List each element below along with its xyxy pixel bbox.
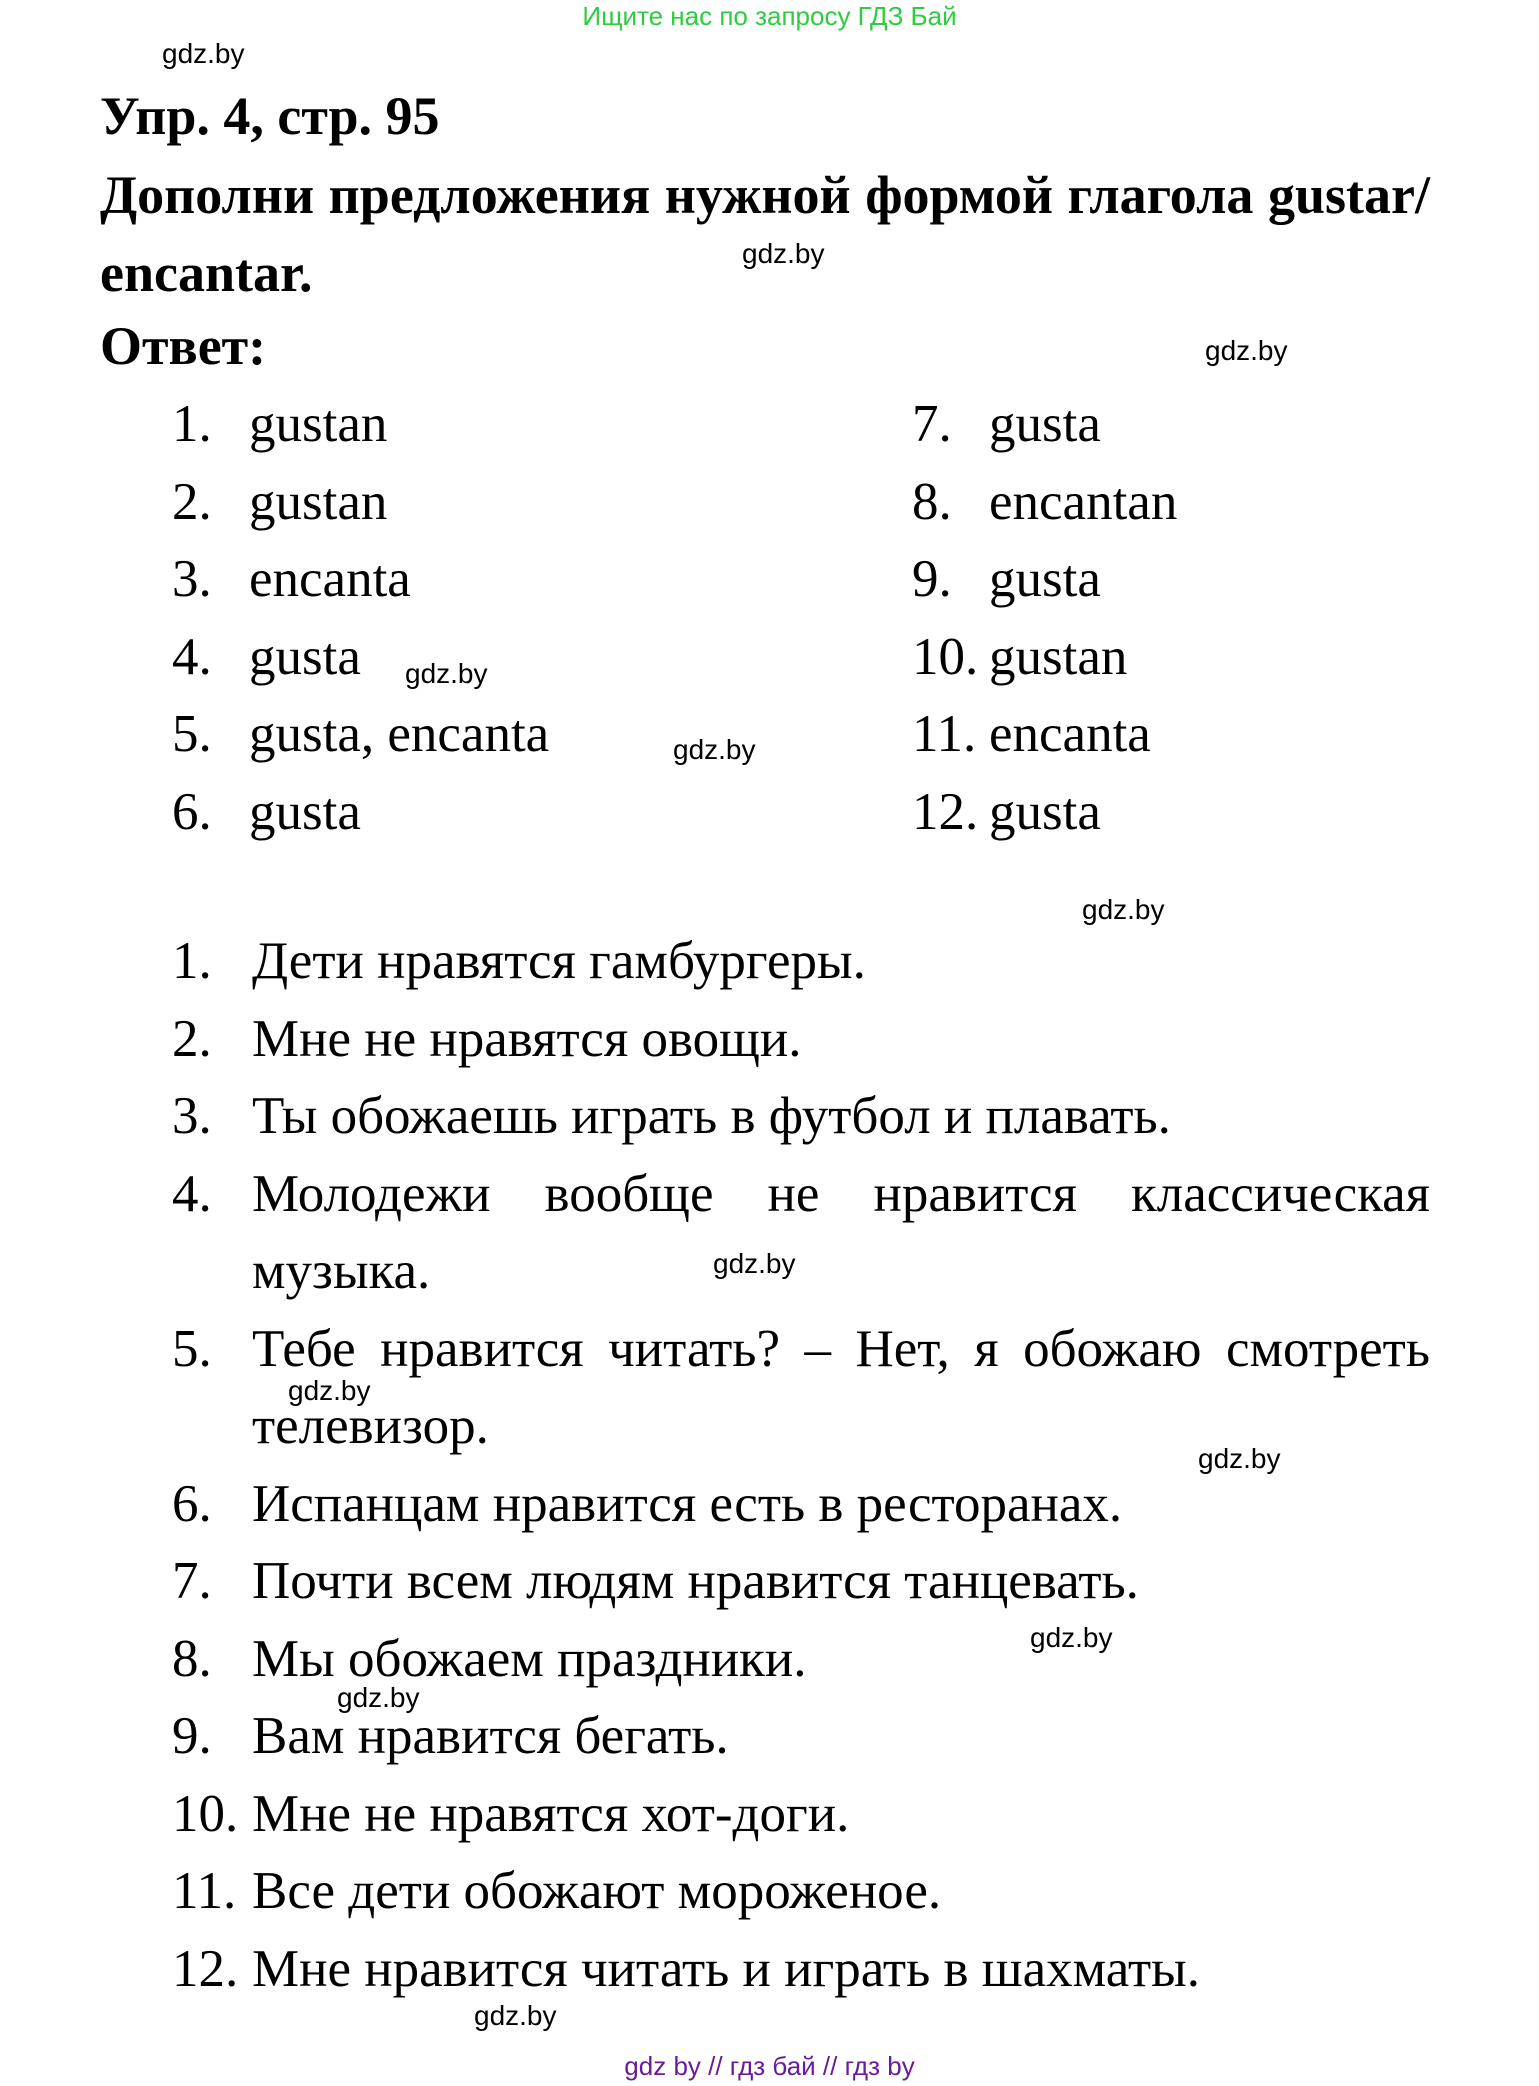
watermark: gdz.by — [1205, 335, 1288, 366]
answer-number: 11. — [912, 705, 977, 763]
watermark: gdz.by — [288, 1375, 371, 1406]
answer-item — [912, 464, 1177, 542]
watermark: gdz.by — [1082, 894, 1165, 925]
translation-item — [172, 1311, 1430, 1466]
translation-text: Все дети обожают мороженое. — [252, 1862, 942, 1920]
answer-text: encanta — [249, 550, 411, 608]
answer-text: gusta — [989, 395, 1101, 453]
answer-item — [912, 619, 1177, 697]
translation-item — [172, 1156, 1430, 1311]
translation-text: Мы обожаем праздники. — [252, 1629, 807, 1688]
answer-number: 7. — [912, 395, 952, 453]
answer-text: gustan — [249, 472, 388, 531]
answer-number: 8. — [912, 472, 952, 531]
answer-text: encanta — [989, 705, 1151, 763]
watermark: gdz.by — [742, 238, 825, 269]
translation-text: Вам нравится бегать. — [252, 1707, 729, 1765]
translation-text: Почти всем людям нравится танцевать. — [252, 1552, 1139, 1610]
translations-list — [172, 923, 1430, 2008]
translation-item — [172, 923, 1430, 1001]
translation-item — [172, 1621, 1430, 1699]
answer-number: 4. — [172, 627, 212, 686]
watermark: gdz.by — [673, 734, 756, 765]
answer-item — [172, 386, 549, 464]
answer-item — [172, 541, 549, 619]
translation-text: Тебе нравится читать? – Нет, я обожаю смотреть телевизор. — [252, 1319, 1430, 1455]
translation-number: 6. — [172, 1474, 212, 1533]
answer-number: 3. — [172, 550, 212, 608]
answers-right-column — [912, 386, 1177, 851]
answer-item — [172, 464, 549, 542]
watermark: gdz.by — [713, 1248, 796, 1279]
answer-number: 10. — [912, 627, 979, 686]
watermark: gdz.by — [1030, 1622, 1113, 1653]
translation-number: 1. — [172, 932, 212, 990]
answer-number: 6. — [172, 782, 212, 841]
answer-text: gusta — [249, 627, 361, 686]
answer-text: gusta — [249, 782, 361, 841]
answer-text: gusta — [989, 550, 1101, 608]
exercise-title: Упр. 4, стр. 95 — [100, 86, 440, 146]
translation-item — [172, 1466, 1430, 1544]
answer-item — [172, 696, 549, 774]
translation-text: Мне не нравятся овощи. — [252, 1009, 802, 1068]
answer-text: gusta — [989, 782, 1101, 841]
translation-item — [172, 1001, 1430, 1079]
answer-label: Ответ: — [100, 316, 267, 376]
translation-item — [172, 1543, 1430, 1621]
watermark: gdz.by — [337, 1682, 420, 1713]
answer-item — [912, 541, 1177, 619]
answer-number: 2. — [172, 472, 212, 531]
answer-item — [912, 386, 1177, 464]
answer-text: gusta, encanta — [249, 705, 550, 763]
watermark: gdz.by — [162, 38, 245, 69]
answer-number: 12. — [912, 782, 979, 841]
watermark: gdz.by — [405, 658, 488, 689]
translation-number: 4. — [172, 1164, 212, 1223]
translation-item — [172, 1776, 1430, 1854]
answer-number: 9. — [912, 550, 952, 608]
translation-text: Мне не нравятся хот-доги. — [252, 1784, 850, 1843]
translation-number: 11. — [172, 1862, 237, 1920]
translation-text: Мне нравится читать и играть в шахматы. — [252, 1939, 1200, 1998]
answer-number: 1. — [172, 395, 212, 453]
answers-left-column — [172, 386, 549, 851]
translation-text: Испанцам нравится есть в ресторанах. — [252, 1474, 1123, 1533]
translation-number: 2. — [172, 1009, 212, 1068]
watermark: gdz.by — [1198, 1443, 1281, 1474]
translation-number: 9. — [172, 1707, 212, 1765]
translation-number: 12. — [172, 1939, 239, 1998]
translation-number: 5. — [172, 1319, 212, 1378]
answer-text: encantan — [989, 472, 1178, 531]
translation-number: 8. — [172, 1629, 212, 1688]
translation-number: 7. — [172, 1552, 212, 1610]
answer-item — [912, 696, 1177, 774]
answer-item — [912, 774, 1177, 852]
answer-item — [172, 774, 549, 852]
footer-links[interactable]: gdz by // гдз бай // гдз by — [624, 2051, 915, 2081]
translation-text: Дети нравятся гамбургеры. — [252, 932, 866, 990]
translation-item — [172, 1698, 1430, 1776]
answer-text: gustan — [989, 627, 1128, 686]
translation-number: 10. — [172, 1784, 239, 1843]
answer-item — [172, 619, 549, 697]
translation-text: Молодежи вообще не нравится классическая музыка. — [252, 1164, 1430, 1300]
task-instruction: Дополни предложения нужной формой глагола gustar/ encantar. — [100, 165, 1430, 303]
search-banner[interactable]: Ищите нас по запросу ГДЗ Бай — [582, 1, 957, 31]
answer-number: 5. — [172, 705, 212, 763]
translation-item — [172, 1853, 1430, 1931]
translation-text: Ты обожаешь играть в футбол и плавать. — [252, 1087, 1171, 1145]
answer-text: gustan — [249, 395, 388, 453]
translation-item — [172, 1931, 1430, 2009]
translation-item — [172, 1078, 1430, 1156]
translation-number: 3. — [172, 1087, 212, 1145]
watermark: gdz.by — [474, 2000, 557, 2031]
